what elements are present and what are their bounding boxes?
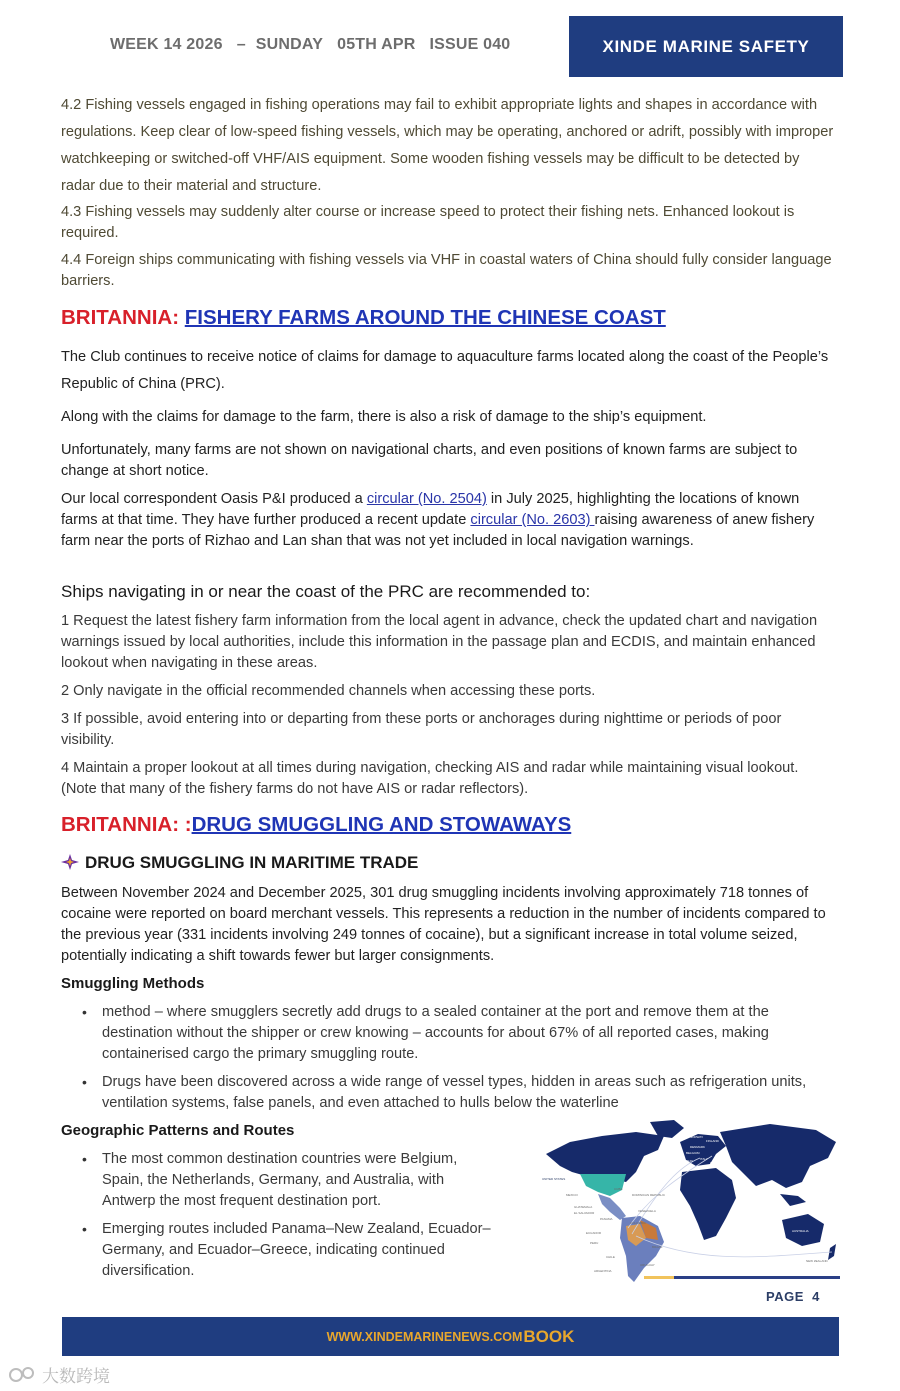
day-label: SUNDAY bbox=[255, 36, 324, 53]
watermark-text: 大数跨境 bbox=[42, 1367, 110, 1386]
section-fishery-farms-heading bbox=[61, 306, 666, 330]
recommendation-4: 4 Maintain a proper lookout at all times during navigation, checking AIS and radar while maintaining visual lookout. (Note that many of the fishery farms do not have AIS or radar reflectors). bbox=[61, 760, 799, 797]
map-label: VENEZUELA bbox=[638, 1209, 656, 1213]
bullet-dot: • bbox=[82, 1221, 87, 1237]
geo-heading: Geographic Patterns and Routes bbox=[61, 1122, 295, 1139]
bullet-dot: • bbox=[82, 1074, 87, 1090]
recommendation-3: 3 If possible, avoid entering into or departing from these ports or anchorages during nighttime or periods of poor visibility. bbox=[61, 711, 782, 748]
bullet-dot: • bbox=[82, 1004, 87, 1020]
map-label: NEW ZEALAND bbox=[806, 1259, 828, 1263]
watermark-logo-icon bbox=[8, 1365, 38, 1385]
map-label: ITALY bbox=[700, 1157, 708, 1161]
section-drug-smuggling-link[interactable]: DRUG SMUGGLING AND STOWAWAYS bbox=[191, 813, 572, 836]
map-label: DOMINICAN REPUBLIC bbox=[632, 1193, 666, 1197]
map-label: BELGIUM bbox=[686, 1151, 700, 1155]
world-map bbox=[540, 1116, 840, 1284]
fishing-note-4-4: 4.4 Foreign ships communicating with fishing vessels via VHF in coastal waters of China should fully consider language barriers. bbox=[61, 252, 832, 289]
bullet-dot: • bbox=[82, 1151, 87, 1167]
recommendation-2: 2 Only navigate in the official recommended channels when accessing these ports. bbox=[61, 683, 596, 699]
correspondent-text-c: raising awareness of anew fishery farm near the ports of Rizhao and Lan shan that was not yet included in local navigation warnings. bbox=[61, 512, 815, 549]
paragraph-claims: The Club continues to receive notice of claims for damage to aquaculture farms located along the coast of the People’s Republic of China (PRC). bbox=[61, 349, 829, 392]
map-label: GUATEMALA bbox=[574, 1205, 593, 1209]
map-label: BRAZIL bbox=[652, 1245, 663, 1249]
map-label: ECUADOR bbox=[586, 1231, 602, 1235]
issue-label: ISSUE 040 bbox=[429, 36, 511, 53]
paragraph-drug-stats: Between November 2024 and December 2025, 301 drug smuggling incidents involving approximately 718 tonnes of cocaine were reported on board merchant vessels. This represents a reduction in the number of incidents compared to the previous year (331 incidents involving 249 tonnes of cocaine), but a significant increase in total volume seized, potentially indicating a shift towards fewer but larger consignments. bbox=[61, 885, 826, 964]
footer-banner bbox=[62, 1317, 839, 1356]
map-label: GREECE bbox=[710, 1161, 723, 1165]
section-source: BRITANNIA: bbox=[61, 306, 180, 329]
week-label: WEEK 14 2026 bbox=[110, 36, 223, 53]
map-label: URUGUAY bbox=[640, 1263, 655, 1267]
paragraph-correspondent bbox=[61, 489, 836, 552]
world-map-figure bbox=[540, 1116, 840, 1284]
brand-title: XINDE MARINE SAFETY bbox=[602, 36, 810, 56]
recommendation-1: 1 Request the latest fishery farm information from the local agent in advance, check the updated chart and navigation warnings issued by local authorities, include this information in the passage plan and ECDIS, and maintain enhanced lookout when navigating in these areas. bbox=[61, 613, 818, 671]
issue-info bbox=[110, 36, 524, 54]
header-dash: – bbox=[236, 36, 246, 53]
map-label: COLOMBIA bbox=[630, 1221, 646, 1225]
map-label: UNITED STATES bbox=[542, 1177, 566, 1181]
fishing-note-4-2: 4.2 Fishing vessels engaged in fishing operations may fail to exhibit appropriate lights and shapes in accordance with regulations. Keep clear of low-speed fishing vessels, which may be operating, anchored or adrift, possibly with improper watchkeeping or switched-off VHF/AIS equipment. Some wooden fishing vessels may be difficult to be detected by radar due to their material and structure. bbox=[61, 97, 834, 194]
geo-item-1: The most common destination countries were Belgium, Spain, the Netherlands, Germany, and Australia, with Antwerp the most frequent destination port. bbox=[102, 1151, 458, 1209]
footer-book-label: BOOK bbox=[523, 1326, 575, 1346]
list-item bbox=[82, 1002, 834, 1066]
geo-item-2: Emerging routes included Panama–New Zealand, Ecuador–Germany, and Ecuador–Greece, indicating continued diversification. bbox=[102, 1221, 491, 1279]
circular-2504-link[interactable]: circular (No. 2504) bbox=[366, 491, 487, 507]
fishing-note-4-3: 4.3 Fishing vessels may suddenly alter course or increase speed to protect their fishing nets. Enhanced lookout is required. bbox=[61, 204, 795, 241]
drug-smuggling-subheading: DRUG SMUGGLING IN MARITIME TRADE bbox=[61, 853, 418, 873]
correspondent-text-b: in July 2025, highlighting the locations of known farms at that time. They have further produced a recent update bbox=[61, 491, 800, 528]
map-label: SPAIN bbox=[684, 1159, 693, 1163]
list-item bbox=[82, 1072, 834, 1116]
sparkle-icon bbox=[61, 854, 79, 870]
page-label: PAGE bbox=[766, 1289, 804, 1304]
map-label: PERU bbox=[590, 1241, 599, 1245]
paragraph-equipment-risk: Along with the claims for damage to the farm, there is also a risk of damage to the ship’s equipment. bbox=[61, 409, 707, 425]
map-label: ARGENTINA bbox=[594, 1269, 612, 1273]
map-label: EL SALVADOR bbox=[574, 1211, 595, 1215]
paragraph-charts: Unfortunately, many farms are not shown on navigational charts, and even positions of known farms are subject to change at short notice. bbox=[61, 442, 798, 479]
watermark bbox=[8, 1362, 110, 1387]
map-label: DENMARK bbox=[690, 1145, 706, 1149]
map-label: CHILE bbox=[606, 1255, 615, 1259]
map-label: AUSTRALIA bbox=[792, 1229, 809, 1233]
circular-2603-link[interactable]: circular (No. 2603) bbox=[470, 512, 595, 528]
date-label: 05TH APR bbox=[337, 36, 416, 53]
map-label: FINLAND bbox=[706, 1139, 719, 1143]
method-item-1: method – where smugglers secretly add drugs to a sealed container at the port and remove them at the destination without the shipper or crew knowing – accounts for about 67% of all reported cases, making containerised cargo the primary smuggling route. bbox=[102, 1004, 769, 1062]
recommendations-heading: Ships navigating in or near the coast of the PRC are recommended to: bbox=[61, 582, 591, 601]
methods-heading: Smuggling Methods bbox=[61, 975, 205, 992]
section-fishery-farms-link[interactable]: FISHERY FARMS AROUND THE CHINESE COAST bbox=[184, 306, 666, 329]
section-source: BRITANNIA: : bbox=[61, 813, 192, 836]
section-drug-smuggling-heading bbox=[61, 813, 571, 837]
page-number-value: 4 bbox=[812, 1289, 820, 1304]
page-number bbox=[766, 1289, 820, 1304]
map-label: NORWAY bbox=[690, 1135, 704, 1139]
map-label: MEXICO bbox=[566, 1193, 578, 1197]
map-label: PANAMA bbox=[600, 1217, 613, 1221]
list-item bbox=[82, 1219, 492, 1283]
footer-site-link[interactable]: WWW.XINDEMARINENEWS.COM bbox=[326, 1329, 523, 1344]
map-label: CUBA bbox=[614, 1187, 623, 1191]
correspondent-text-a: Our local correspondent Oasis P&I produced a bbox=[61, 491, 367, 507]
method-item-2: Drugs have been discovered across a wide range of vessel types, hidden in areas such as refrigeration units, ventilation systems, false panels, and even attached to hulls below the waterline bbox=[102, 1074, 807, 1111]
brand-banner bbox=[569, 16, 843, 77]
list-item bbox=[82, 1149, 492, 1213]
